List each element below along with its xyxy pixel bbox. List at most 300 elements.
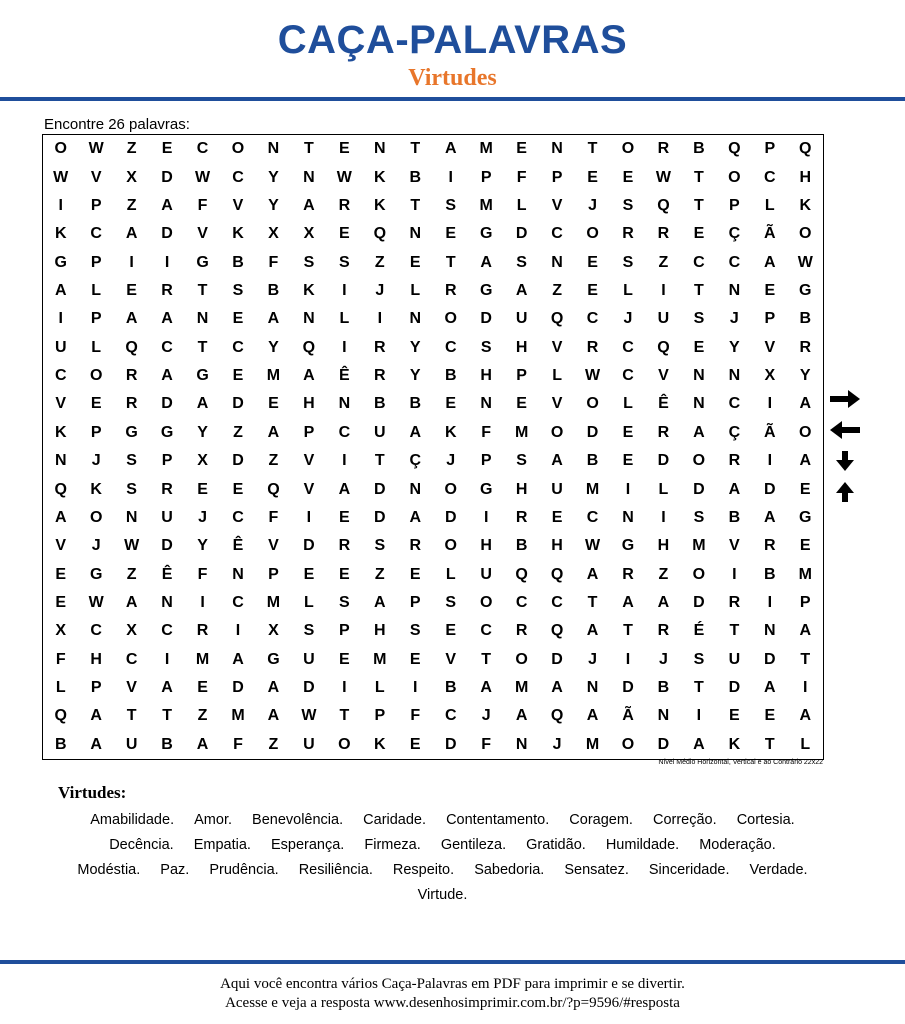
grid-cell: X [764,367,776,385]
grid-cell: E [587,168,598,186]
grid-cell: A [125,225,138,243]
grid-cell: J [446,452,456,470]
grid-cell: T [197,338,208,356]
grid-cell: Ê [232,537,244,555]
grid-cell: C [551,225,563,243]
grid-cell: A [196,735,209,753]
word-item: Cortesia. [736,812,795,828]
grid-cell: V [303,452,315,470]
grid-cell: T [304,140,314,158]
grid-cell: X [303,225,315,243]
grid-cell: D [232,395,244,413]
grid-cell: C [161,338,173,356]
grid-cell: A [267,310,280,328]
grid-cell: A [90,735,102,753]
grid-cell: G [160,423,174,441]
grid-cell: D [374,480,386,498]
grid-cell: U [303,650,315,668]
grid-cell: N [303,310,315,328]
grid-cell: T [764,735,775,753]
grid-cell: E [587,281,598,299]
grid-cell: O [550,423,564,441]
grid-cell: N [693,395,705,413]
grid-cell: Ã [764,225,776,243]
grid-cell: S [126,452,137,470]
grid-cell: C [480,622,492,640]
grid-cell: D [480,310,492,328]
word-item: Correção. [652,812,717,828]
grid-cell: V [445,650,457,668]
grid-cell: T [410,196,421,214]
grid-cell: H [515,338,528,356]
grid-cell: N [515,735,528,753]
grid-cell: N [267,140,280,158]
grid-cell: E [445,395,457,413]
grid-cell: D [657,735,670,753]
grid-cell: R [444,281,457,299]
word-item: Modéstia. [77,862,141,878]
grid-cell: Q [657,196,670,214]
grid-cell: C [232,168,244,186]
grid-cell: D [444,735,457,753]
word-search-grid [42,134,824,760]
grid-cell: Z [374,253,385,271]
grid-cell: L [374,679,385,697]
grid-cell: S [374,537,386,555]
grid-cell: B [232,253,244,271]
grid-cell: Q [54,707,67,725]
word-item: Empatia. [193,837,251,853]
grid-cell: E [693,338,705,356]
grid-cell: E [409,735,421,753]
grid-cell: E [516,395,527,413]
grid-cell: T [623,622,633,640]
grid-cell: I [235,622,241,640]
grid-cell: R [374,338,386,356]
grid-cell: E [90,395,102,413]
word-item: Gratidão. [526,837,586,853]
grid-cell: K [728,735,741,753]
grid-cell: I [342,679,347,697]
grid-cell: Q [267,480,280,498]
grid-cell: C [728,395,741,413]
grid-cell: N [409,310,422,328]
grid-cell: O [692,565,706,583]
grid-cell: Ç [728,225,741,243]
grid-cell: P [90,423,102,441]
grid-cell: D [693,480,705,498]
grid-cell: T [339,707,350,725]
grid-cell: A [515,707,528,725]
grid-cell: R [125,395,138,413]
page-subtitle: Virtudes [408,65,497,91]
grid-cell: R [622,565,634,583]
grid-cell: A [693,423,705,441]
grid-cell: A [764,253,776,271]
grid-cell: U [303,735,315,753]
grid-cell: W [88,593,104,611]
grid-cell: O [444,537,457,555]
grid-cell: Z [126,565,137,583]
grid-cell: P [90,310,102,328]
instruction-text: Encontre 26 palavras: [44,116,190,133]
grid-cell: O [586,395,599,413]
grid-cell: E [55,593,67,611]
grid-cell: U [551,480,563,498]
grid-cell: P [268,565,279,583]
grid-cell: T [374,452,385,470]
grid-cell: A [303,367,315,385]
grid-cell: A [799,452,812,470]
grid-cell: M [514,679,529,697]
word-item: Sensatez. [564,862,629,878]
grid-cell: E [551,508,563,526]
grid-cell: M [231,707,245,725]
grid-cell: N [409,480,422,498]
grid-cell: B [374,395,386,413]
grid-cell: G [125,423,138,441]
grid-cell: I [200,593,205,611]
grid-cell: A [125,310,138,328]
grid-cell: A [586,622,599,640]
grid-cell: Ç [728,423,741,441]
grid-cell: W [194,168,211,186]
grid-cell: D [551,650,563,668]
grid-cell: E [729,707,740,725]
grid-cell: W [584,537,601,555]
grid-cell: Y [409,367,421,385]
grid-cell: S [303,622,315,640]
grid-cell: P [516,367,527,385]
grid-cell: L [339,310,350,328]
grid-cell: N [764,622,776,640]
grid-cell: R [161,281,173,299]
grid-cell: F [268,253,279,271]
word-item: Amor. [194,812,232,828]
grid-cell: V [764,338,776,356]
grid-cell: O [515,650,528,668]
grid-cell: I [377,310,383,328]
grid-cell: J [588,650,597,668]
word-item: Prudência. [209,862,279,878]
grid-cell: Z [552,281,562,299]
grid-cell: K [54,225,67,243]
grid-cell: W [88,140,104,158]
grid-cell: A [267,423,280,441]
grid-cell: M [266,593,281,611]
grid-cell: W [655,168,671,186]
grid-cell: P [161,452,173,470]
grid-cell: C [515,593,528,611]
grid-cell: M [514,423,529,441]
grid-cell: P [480,168,492,186]
grid-cell: T [410,140,421,158]
grid-cell: E [339,565,350,583]
grid-cell: D [232,679,244,697]
grid-cell: H [657,537,670,555]
grid-cell: G [267,650,280,668]
grid-cell: É [693,622,705,640]
grid-cell: I [342,452,347,470]
grid-cell: D [444,508,457,526]
grid-cell: D [515,225,528,243]
grid-cell: Q [657,338,670,356]
grid-cell: O [54,140,67,158]
grid-cell: A [444,140,457,158]
grid-cell: N [196,310,209,328]
grid-cell: R [657,622,670,640]
grid-cell: S [622,196,634,214]
grid-cell: P [729,196,740,214]
grid-cell: S [339,593,350,611]
grid-cell: V [126,679,137,697]
grid-cell: U [515,310,528,328]
grid-cell: D [161,537,173,555]
word-item: Contentamento. [446,812,550,828]
grid-cell: E [622,168,634,186]
grid-cell: L [658,480,669,498]
grid-cell: N [374,140,386,158]
grid-cell: J [91,452,101,470]
grid-cell: V [729,537,740,555]
grid-cell: H [480,367,492,385]
grid-cell: A [586,707,599,725]
grid-cell: R [657,423,670,441]
grid-cell: F [481,423,492,441]
grid-cell: A [374,593,386,611]
grid-cell: O [231,140,245,158]
grid-cell: R [161,480,173,498]
grid-cell: A [409,423,422,441]
grid-cell: P [409,593,421,611]
grid-cell: I [58,196,63,214]
grid-cell: S [693,310,705,328]
grid-cell: H [303,395,315,413]
grid-cell: P [374,707,386,725]
grid-cell: E [197,679,208,697]
grid-cell: H [515,480,528,498]
grid-cell: L [304,593,314,611]
grid-cell: J [481,707,491,725]
grid-cell: Ê [339,367,350,385]
grid-cell: I [129,253,134,271]
grid-cell: T [729,622,740,640]
grid-cell: K [374,196,386,214]
grid-cell: I [306,508,312,526]
grid-cell: B [657,679,670,697]
grid-cell: Ê [161,565,173,583]
grid-cell: K [444,423,457,441]
word-item: Firmeza. [364,837,421,853]
grid-cell: Y [729,338,740,356]
grid-cell: L [55,679,66,697]
grid-cell: F [197,565,208,583]
grid-cell: A [764,508,776,526]
grid-cell: Ã [622,707,634,725]
grid-cell: L [91,281,102,299]
grid-cell: J [91,537,101,555]
grid-cell: N [728,367,741,385]
grid-cell: E [197,480,208,498]
grid-cell: H [374,622,386,640]
grid-cell: A [480,679,492,697]
grid-cell: E [55,565,67,583]
grid-cell: S [480,338,492,356]
word-item: Paz. [160,862,190,878]
grid-cell: B [444,679,457,697]
grid-cell: I [164,650,170,668]
grid-cell: F [55,650,66,668]
grid-cell: Q [125,338,138,356]
grid-cell: R [338,196,351,214]
grid-cell: E [799,537,811,555]
grid-cell: Q [550,622,564,640]
grid-cell: E [268,395,279,413]
grid-cell: Y [409,338,421,356]
grid-cell: W [336,168,352,186]
grid-cell: Q [550,565,564,583]
grid-cell: R [728,593,741,611]
grid-cell: A [267,679,280,697]
grid-cell: L [410,281,421,299]
grid-cell: B [764,565,776,583]
direction-legend [828,388,862,512]
grid-cell: S [622,253,634,271]
grid-cell: L [800,735,811,753]
grid-cell: B [409,168,422,186]
grid-cell: C [161,622,173,640]
grid-cell: C [54,367,67,385]
grid-cell: M [692,537,706,555]
grid-cell: R [125,367,138,385]
grid-cell: E [764,281,776,299]
grid-cell: W [584,367,601,385]
grid-cell: Y [197,537,208,555]
grid-cell: K [303,281,315,299]
grid-cell: F [268,508,279,526]
grid-cell: P [90,253,102,271]
grid-cell: R [338,537,351,555]
grid-cell: Q [515,565,528,583]
grid-cell: Z [126,196,137,214]
grid-cell: I [625,650,631,668]
grid-cell: E [232,310,244,328]
word-item: Gentileza. [440,837,507,853]
grid-cell: Y [268,168,279,186]
grid-cell: N [161,593,173,611]
grid-cell: D [161,395,173,413]
grid-cell: Y [268,338,279,356]
grid-cell: S [445,196,457,214]
grid-cell: H [799,168,812,186]
grid-cell: C [232,338,244,356]
grid-cell: B [728,508,741,526]
grid-cell: A [54,508,67,526]
grid-cell: A [90,707,102,725]
grid-cell: P [764,140,776,158]
grid-cell: M [798,565,812,583]
grid-cell: B [693,140,705,158]
grid-cell: S [409,622,421,640]
grid-cell: A [303,196,315,214]
grid-cell: U [161,508,173,526]
grid-cell: T [694,281,704,299]
grid-cell: W [301,707,317,725]
grid-cell: A [551,452,563,470]
grid-cell: E [339,650,350,668]
grid-cell: C [764,168,776,186]
word-item: Humildade. [605,837,680,853]
grid-cell: U [374,423,386,441]
page-title: CAÇA-PALAVRAS [277,18,628,62]
grid-cell: E [693,225,705,243]
grid-cell: K [54,423,67,441]
arrow-up-icon [828,481,862,503]
grid-cell: W [797,253,813,271]
grid-cell: A [551,679,563,697]
grid-cell: I [767,452,773,470]
grid-cell: C [90,225,102,243]
grid-cell: X [55,622,67,640]
grid-cell: E [516,140,527,158]
grid-cell: L [516,196,527,214]
grid-cell: C [444,338,457,356]
grid-cell: T [694,168,704,186]
grid-cell: V [268,537,279,555]
grid-cell: Q [302,338,316,356]
grid-cell: L [552,367,562,385]
grid-cell: I [767,395,773,413]
grid-cell: R [657,140,670,158]
grid-cell: L [764,196,775,214]
grid-cell: A [409,508,422,526]
grid-cell: Y [268,196,279,214]
grid-cell: X [126,168,137,186]
grid-cell: F [481,735,492,753]
grid-cell: U [54,338,67,356]
grid-cell: I [448,168,453,186]
grid-cell: J [623,310,633,328]
grid-cell: Z [126,140,137,158]
grid-cell: B [161,735,173,753]
word-item: Decência. [109,837,174,853]
grid-cell: A [480,253,492,271]
grid-cell: U [125,735,138,753]
grid-cell: A [799,622,812,640]
arrow-right-icon [828,388,862,410]
grid-cell: T [694,679,704,697]
grid-cell: K [374,735,386,753]
grid-cell: P [339,622,350,640]
word-item: Respeito. [392,862,455,878]
grid-cell: C [90,622,102,640]
grid-cell: A [799,395,812,413]
grid-cell: W [53,168,69,186]
grid-cell: I [413,679,418,697]
grid-cell: N [338,395,351,413]
grid-cell: O [586,225,599,243]
grid-cell: O [444,480,457,498]
grid-cell: M [585,480,600,498]
grid-cell: D [303,679,315,697]
grid-cell: O [338,735,351,753]
grid-cell: C [196,140,209,158]
grid-cell: E [587,253,598,271]
grid-cell: R [657,225,670,243]
grid-cell: R [622,225,634,243]
grid-cell: A [693,735,705,753]
grid-cell: B [444,367,457,385]
